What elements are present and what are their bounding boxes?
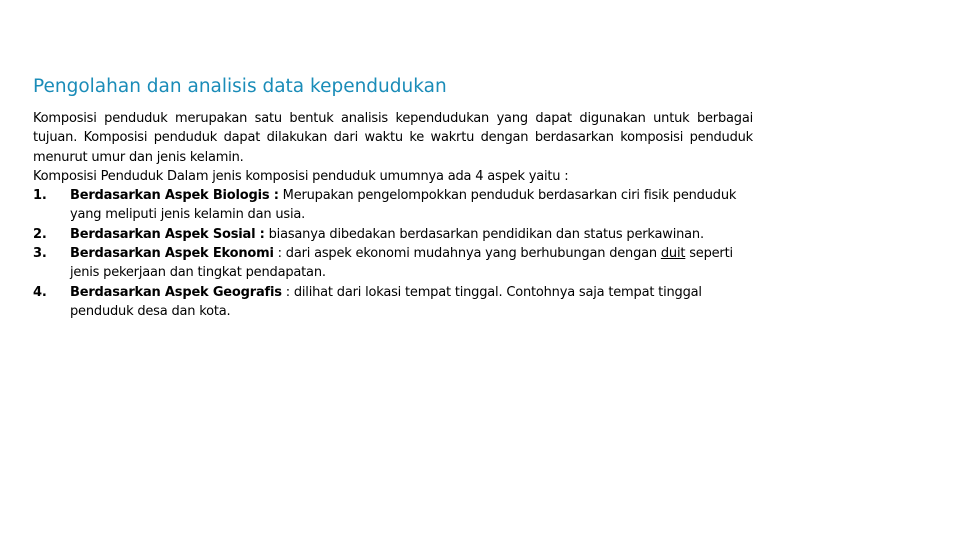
aspect-heading: Berdasarkan Aspek Ekonomi: [70, 246, 274, 262]
aspect-description: : dari aspek ekonomi mudahnya yang berhubungan dengan: [273, 246, 661, 262]
item-number: 4.: [33, 284, 47, 300]
aspect-description-cont: seperti jenis pekerjaan dan tingkat pendapatan.: [70, 246, 733, 281]
item-number: 2.: [33, 226, 47, 242]
aspect-list: [33, 186, 753, 321]
lead-line: Komposisi Penduduk Dalam jenis komposisi penduduk umumnya ada 4 aspek yaitu :: [33, 168, 569, 184]
item-number: 1.: [33, 188, 47, 204]
aspect-description: Merupakan pengelompokkan penduduk berdasarkan ciri fisik penduduk yang meliputi jenis kelamin dan usia.: [70, 188, 737, 223]
list-item: [33, 283, 753, 322]
list-item: [33, 186, 753, 225]
slide-body: [33, 109, 753, 321]
item-text: [70, 186, 753, 225]
item-text: [70, 283, 753, 322]
item-text: [70, 244, 753, 283]
slide-title: Pengolahan dan analisis data kependudukan: [33, 76, 447, 97]
item-text: [70, 225, 753, 244]
list-item: [33, 244, 753, 283]
aspect-description: : dilihat dari lokasi tempat tinggal. Contohnya saja tempat tinggal penduduk desa dan kota.: [70, 284, 702, 319]
item-number: 3.: [33, 246, 47, 262]
aspect-heading: Berdasarkan Aspek Biologis :: [70, 188, 279, 204]
aspect-heading: Berdasarkan Aspek Geografis: [70, 284, 282, 300]
underlined-word: duit: [660, 246, 686, 262]
intro-paragraph: Komposisi penduduk merupakan satu bentuk analisis kependudukan yang dapat digunakan untuk berbagai tujuan. Komposisi penduduk dapat dilakukan dari waktu ke wakrtu dengan berdasarkan komposisi penduduk menurut umur dan jenis kelamin.: [33, 111, 753, 165]
aspect-heading: Berdasarkan Aspek Sosial :: [70, 226, 265, 242]
list-item: [33, 225, 753, 244]
aspect-description: biasanya dibedakan berdasarkan pendidikan dan status perkawinan.: [264, 226, 704, 242]
